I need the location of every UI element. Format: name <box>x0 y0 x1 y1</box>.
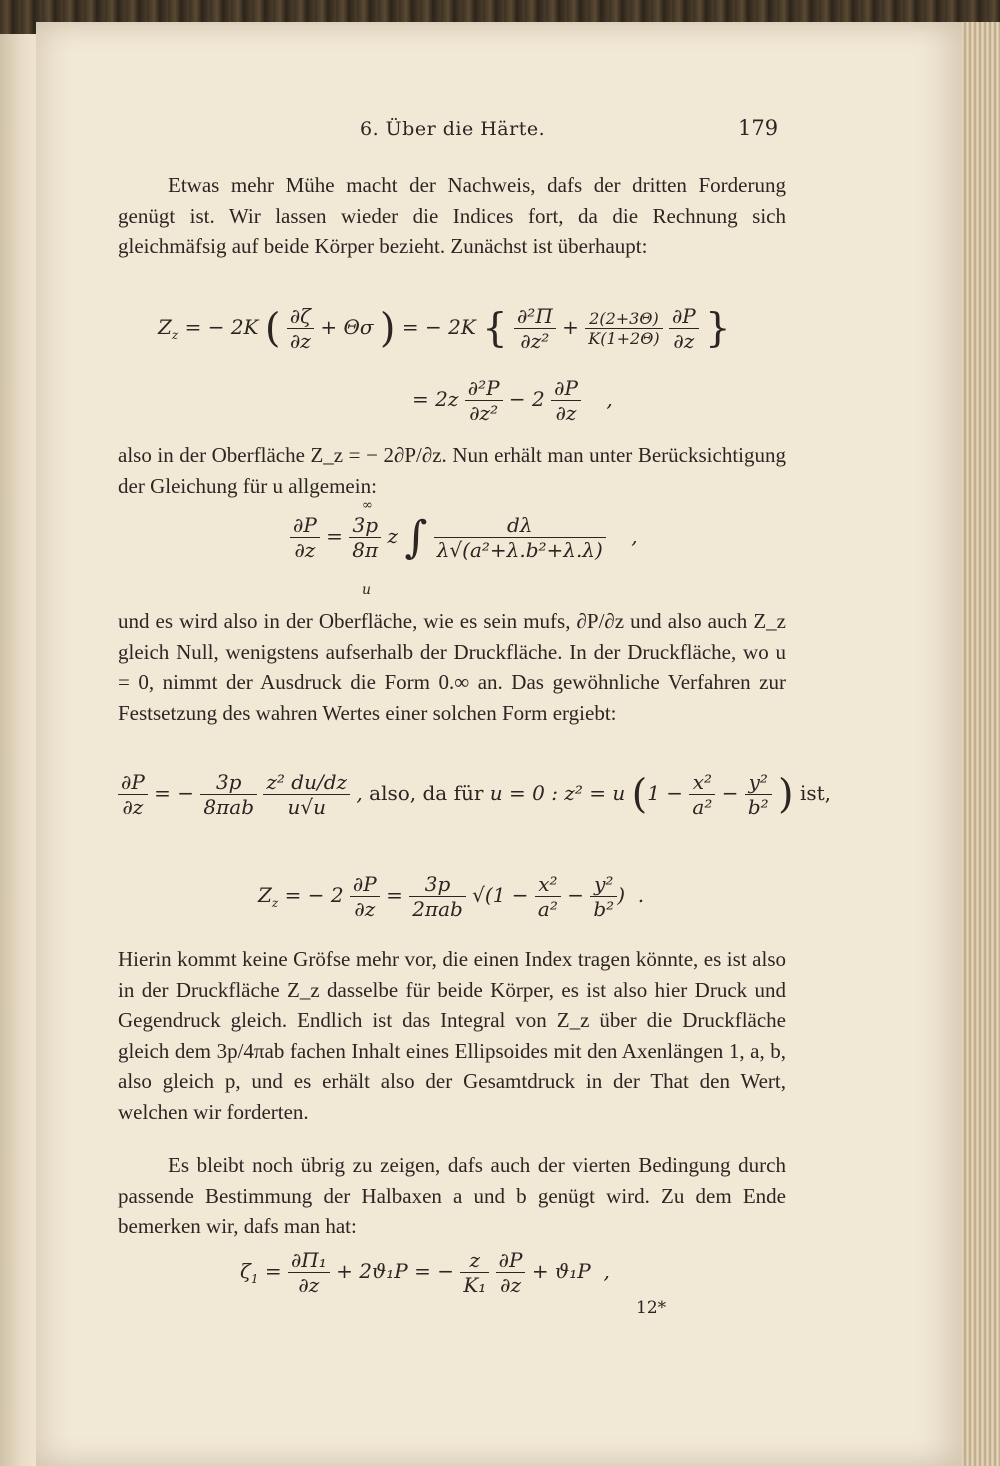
paragraph-3: und es wird also in der Oberfläche, wie es sein mufs, ∂P/∂z und also auch Z_z gleich Null, wenigstens aufserhalb der Druckfläche. In der Druckfläche, wo u = 0, nimmt der Ausdruck die Form 0.∞ an. Das gewöhnliche Verfahren zur Festsetzung des wahren Wertes einer solchen Form ergiebt: <box>118 609 786 725</box>
equation-2: = 2z $\frac{\text{∂²P}}{\text{∂z²}}$ − 2 $\frac{\partial P}{\partial z}$ , <box>412 376 613 425</box>
equation-3: $\frac{\partial P}{\partial z}$ = $\frac{3p}{8\pi}$ z ∫ $\frac{d\lambda}{\text{λ√(a²+λ.b²+λ.λ)}}$ , <box>290 512 638 563</box>
equation-1: $Z_z$ = − 2K ( $\frac{\partial\zeta}{\partial z}$ + Θσ ) = − 2K { $\frac{\text{∂²Π}}{\text{∂z²}}$ + $\frac{2(2+3\Theta)}{K(1+2\Theta)}$ $\frac{\partial P}{\partial z}$ } <box>158 304 731 353</box>
equation-6: $\zeta_1$ = $\frac{\text{∂Π₁}}{\partial z}$ + 2ϑ₁P = − $\frac{z}{\text{K₁}}$ $\frac{\partial P}{\partial z}$ + ϑ₁P , <box>240 1248 610 1297</box>
integral-lower-limit: u <box>362 582 372 598</box>
running-title: 6. Über die Härte. <box>360 118 546 140</box>
paragraph-4: Hierin kommt keine Gröfse mehr vor, die einen Index tragen könnte, es ist also in der Druckfläche Z_z dasselbe für beide Körper, es ist also hier Druck und Gegendruck gleich. Endlich ist das Integral von Z_z über die Druckfläche gleich dem 3p/4πab fachen Inhalt eines Ellipsoides mit den Axenlängen 1, a, b, also gleich p, und es erhält also der Gesamtdruck in der That den Wert, welchen wir forderten. <box>118 947 786 1124</box>
paragraph-2: also in der Oberfläche Z_z = − 2∂P/∂z. Nun erhält man unter Berücksichtigung der Gleichung für u allgemein: <box>118 443 786 498</box>
also-text: also, da für <box>369 781 484 805</box>
signature-mark: 12* <box>636 1298 667 1318</box>
page-stack-edge <box>962 22 1000 1466</box>
equation-5: $Z_z$ = − 2 $\frac{\partial P}{\partial z}$ = $\frac{3p}{\text{2πab}}$ √(1 − $\frac{\text{x²}}{\text{a²}}$ − $\frac{\text{y²}}{\text{b²}}$ ) . <box>258 872 645 921</box>
equation-4: $\frac{\partial P}{\partial z}$ = − $\frac{3p}{\text{8πab}}$ $\frac{\text{z² du/dz}}{u√u}$ , also, da für u = 0 : z² = u (1 − $\frac{\text{x²}}{\text{a²}}$ − $\frac{\text{y²}}{\text{b²}}$ ) ist, <box>118 770 831 819</box>
page-number: 179 <box>738 116 779 140</box>
paragraph-5: Es bleibt noch übrig zu zeigen, dafs auch der vierten Bedingung durch passende Bestimmung der Halbaxen a und b genügt wird. Zu dem Ende bemerken wir, dafs man hat: <box>118 1153 786 1238</box>
facing-page-edge <box>0 34 36 1466</box>
ist-text: ist, <box>799 781 832 805</box>
integral-upper-limit: ∞ <box>362 498 373 513</box>
paragraph-1: Etwas mehr Mühe macht der Nachweis, dafs der dritten Forderung genügt ist. Wir lassen wieder die Indices fort, da die Rechnung sich gleichmäfsig auf beide Körper bezieht. Zunächst ist überhaupt: <box>118 173 786 258</box>
